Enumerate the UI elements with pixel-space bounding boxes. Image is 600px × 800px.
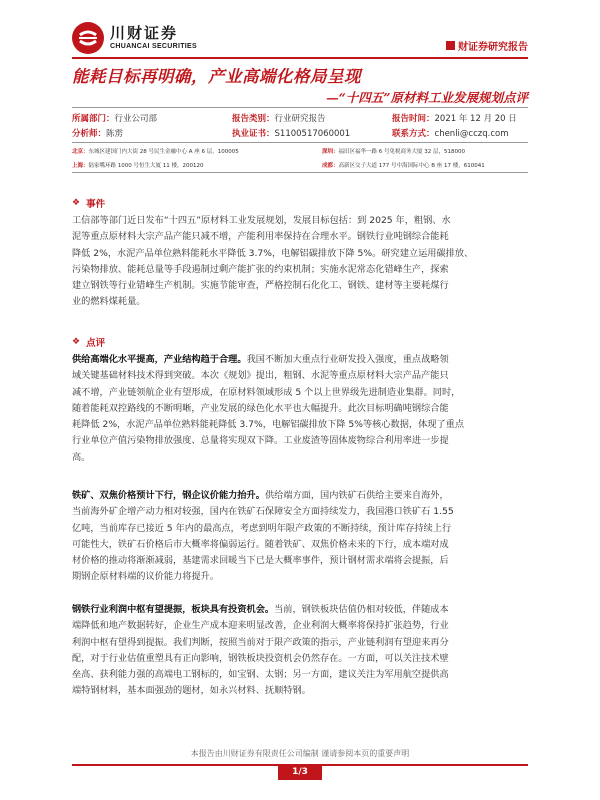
comment-paragraph-1: 供给高端化水平提高，产业结构趋于合理。我国不断加大重点行业研发投入强度，重点战略领 域关键基础材料技术得到突破。本次《规划》提出，粗钢、水泥等重点原材料大宗产品产能只 减不增，产业链领航企业有望形成，在原材料领域形成 5 个以上世界级先进制造业集群。同时， 随着能耗双控路线的不断明晰，产业发展的绿色化水平也大幅提升。此次目标明确吨钢综合能 耗降低 2%，水泥产品单位熟料能耗降低 3.7%，电解铝碳排放下降 5%等核心数据，体现了重点 行业单位产值污染物排放强度、总量将实现双下降。工业废渣等固体废物综合利用率进一步提 高。 [72, 354, 465, 463]
report-tag-icon [446, 41, 455, 50]
info-license: 执业证书：S1100517060001 [232, 129, 351, 139]
report-subtitle: —“十四五”原材料工业发展规划点评 [326, 90, 528, 105]
info-time: 报告时间：2021 年 12 月 20 日 [392, 114, 517, 124]
diamond-icon: ❖ [72, 337, 81, 347]
company-name-cn: 川财证券 [110, 24, 179, 42]
company-name-en: CHUANCAI SECURITIES [110, 43, 197, 50]
section-event-heading: ❖ 事件 [72, 198, 106, 210]
address-chengdu: 成都：高新区交子大道 177 号中海国际中心 B 座 17 楼，610041 [322, 163, 485, 169]
report-tag [446, 38, 528, 53]
comment-paragraph-3: 钢铁行业利润中枢有望提振，板块具有投资机会。当前，钢铁板块估值仍相对较低，伴随成本 端降低和地产数据转好，企业生产成本迎来明显改善，企业利润大概率将保持扩张趋势，行业 利润中枢有望得到提振。我们判断，按照当前对于限产政策的指示，产业链利润有望迎来再分 配，对于行业估值重塑具有正向影响，钢铁板块投资机会仍然存在。一方面，可以关注技术壁 垒高、获利能力强的高端电工钢标的，如宝钢、太钢；另一方面，建议关注为军用航空提供高 端特钢材料，基本面强劲的题材，如永兴材料、抚顺特钢。 [72, 604, 449, 697]
comment-paragraph-2: 铁矿、双焦价格预计下行，钢企议价能力抬升。供给端方面，国内铁矿石供给主要来自海外， 当前海外矿企增产动力相对较强，国内在铁矿石保障安全方面持续发力，我国港口铁矿石 1.55 亿吨，当前库存已接近 5 年内的最高点，考虑到明年限产政策的不断持续，预计库存持续上行 可能性大，铁矿石价格后市大概率将偏弱运行。随着铁矿、双焦价格未来的下行，成本端对成 材价格的推动将渐渐减弱，基建需求回暖当下已是大概率事件，预计钢材需求端将会提振，后 期钢企原材料端的议价能力将提升。 [72, 490, 454, 583]
info-type: 报告类别：行业研究报告 [232, 114, 326, 124]
page-number: 1/3 [278, 764, 322, 780]
footer-disclaimer: 本报告由川财证券有限责任公司编制 谨请参阅本页的重要声明 [190, 749, 410, 758]
info-contact: 联系方式：chenli@cczq.com [392, 129, 509, 139]
logo-mark-icon [72, 22, 104, 54]
section-comment-heading: ❖ 点评 [72, 337, 106, 349]
address-beijing: 北京：东城区建国门内大街 28 号民生金融中心 A 座 6 层，100005 [72, 149, 239, 155]
info-top-divider [72, 107, 528, 108]
address-shanghai: 上海：陆家嘴环路 1000 号恒生大厦 11 楼，200120 [72, 163, 204, 169]
info-dept: 所属部门：行业公司部 [72, 114, 158, 124]
report-tag-label: 财证券研究报告 [458, 42, 528, 53]
info-analyst: 分析师：陈雳 [72, 129, 124, 139]
address-shenzhen: 深圳：福田区福华一路 6 号免税商务大厦 32 层，518000 [322, 149, 466, 155]
section-event-body: 工信部等部门近日发布“十四五”原材料工业发展规划，发展目标包括：到 2025 年，粗钢、水 泥等重点原材料大宗产品产能只减不增，产能利用率保持在合理水平。钢铁行业吨钢综合能耗 降低 2%，水泥产品单位熟料能耗水平降低 3.7%，电解铝碳排放下降 5%。研究建立运用碳排放、 污染物排放、能耗总量等手段遏制过剩产能扩张的约束机制；实施水泥常态化错峰生产，探索 建立钢铁等行业错峰生产机制。实施节能审查，严格控制石化化工、钢铁、建材等主要耗煤行 业的燃料煤耗量。 [72, 215, 474, 308]
diamond-icon: ❖ [72, 198, 81, 208]
info-mid-divider [72, 142, 528, 143]
company-logo [72, 22, 197, 54]
report-title: 能耗目标再明确，产业高端化格局呈现 [72, 67, 361, 86]
info-bottom-divider [72, 172, 528, 173]
header-divider [72, 57, 528, 59]
